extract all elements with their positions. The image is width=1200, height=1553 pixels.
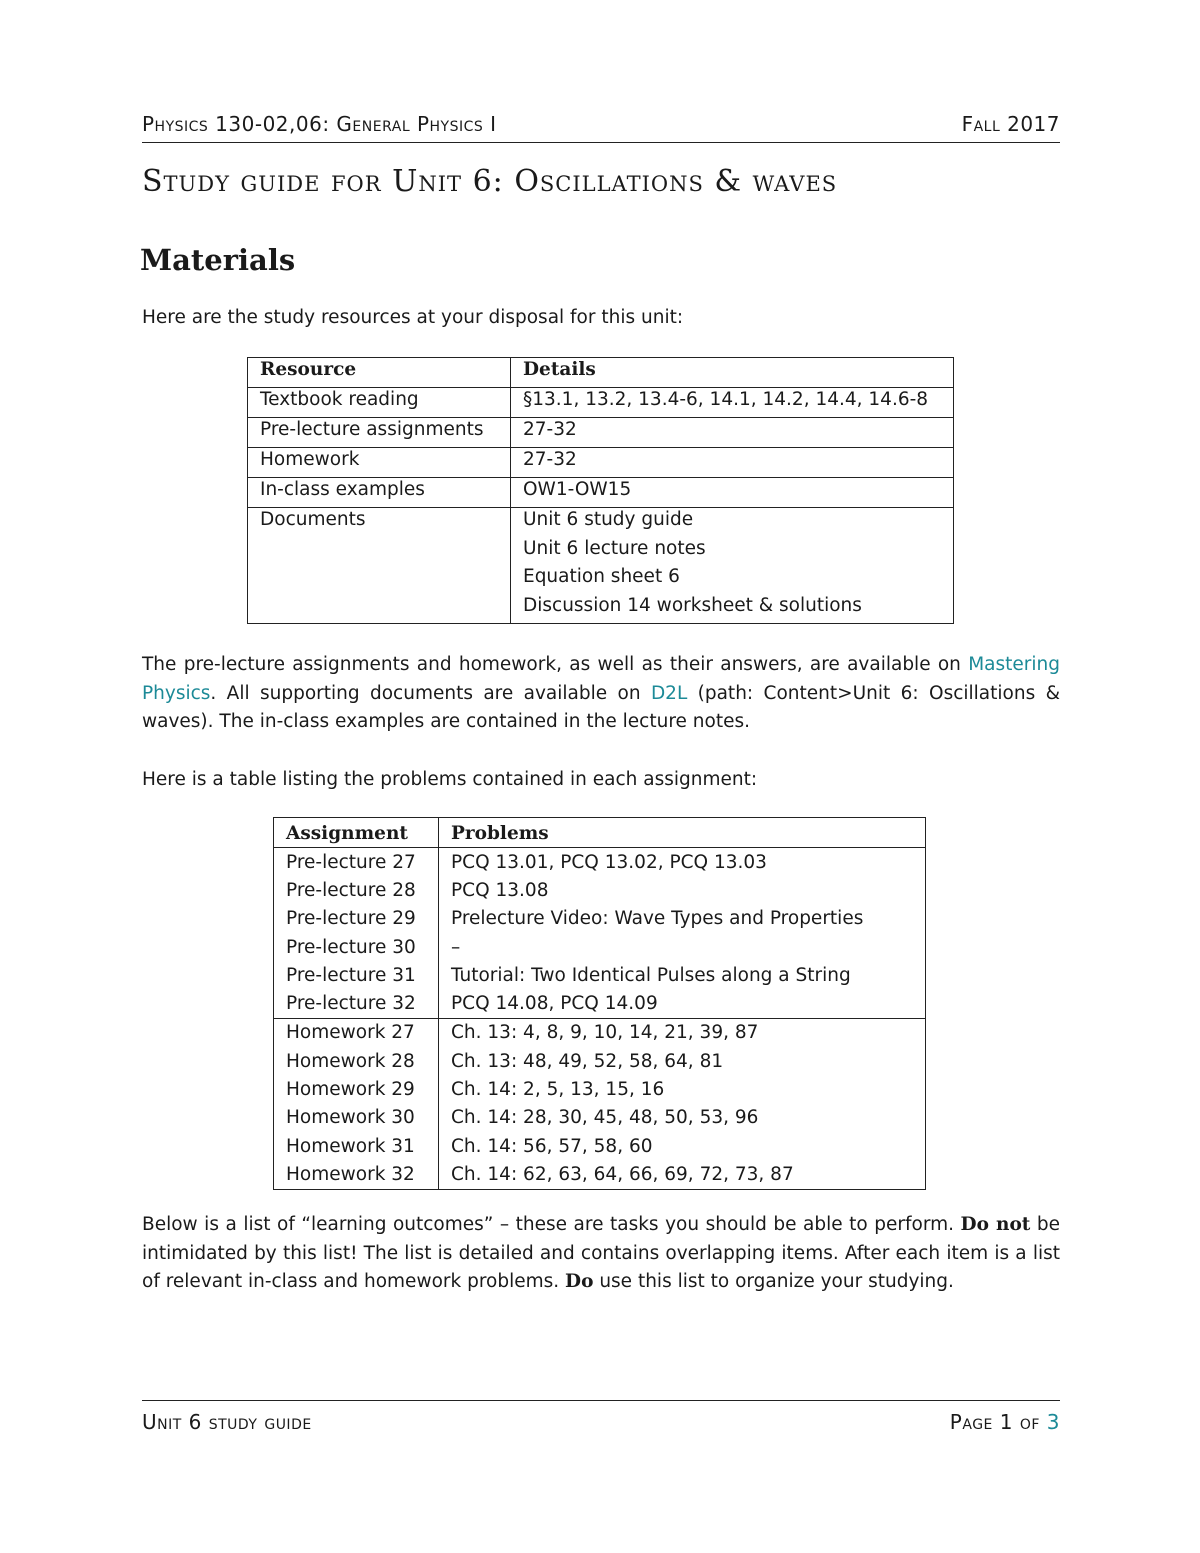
problems-cell: Ch. 14: 62, 63, 64, 66, 69, 72, 73, 87 [451, 1163, 794, 1185]
total-pages-link[interactable]: 3 [1046, 1410, 1060, 1434]
table-row [274, 848, 926, 877]
table-row [274, 1132, 926, 1160]
assignment-cell: Pre-lecture 30 [274, 933, 439, 961]
emphasis-do-not: Do not [960, 1214, 1031, 1235]
resources-table [247, 357, 954, 624]
table-row [248, 418, 954, 448]
details-cell: OW1-OW15 [511, 478, 954, 508]
table-row-documents [248, 508, 954, 624]
document-item: Equation sheet 6 [523, 566, 680, 587]
course-title: Physics 130-02,06: General Physics I [142, 112, 497, 136]
document-item: Unit 6 study guide [523, 509, 694, 530]
table-row [274, 1075, 926, 1103]
table-row [274, 905, 926, 933]
assignment-cell: Homework 29 [274, 1075, 439, 1103]
problems-cell: Ch. 13: 48, 49, 52, 58, 64, 81 [451, 1050, 724, 1072]
section-heading-materials: Materials [140, 243, 296, 277]
table-row [248, 478, 954, 508]
paragraph-text: (path: Content>Unit 6: Oscillations & waves). The in-class examples are contained in the lecture notes. [142, 682, 1061, 732]
problems-cell: Ch. 14: 28, 30, 45, 48, 50, 53, 96 [451, 1107, 759, 1129]
column-header-resource: Resource [248, 358, 511, 388]
details-cell: §13.1, 13.2, 13.4-6, 14.1, 14.2, 14.4, 14.6-8 [511, 388, 954, 418]
resource-cell: Pre-lecture assignments [248, 418, 511, 448]
documents-list [511, 508, 954, 624]
page-header [142, 112, 1060, 136]
details-cell: 27-32 [511, 418, 954, 448]
footer-rule [142, 1400, 1060, 1401]
table-row [274, 1104, 926, 1132]
assignment-cell: Pre-lecture 32 [274, 989, 439, 1018]
document-item: Discussion 14 worksheet & solutions [523, 594, 862, 616]
assignments-table [273, 817, 926, 1190]
paragraph-text: The pre-lecture assignments and homework, as well as their answers, are available on [142, 654, 969, 675]
table-row [274, 1160, 926, 1189]
learning-outcomes-paragraph [142, 1211, 1060, 1297]
paragraph-text: use this list to organize your studying. [593, 1271, 954, 1292]
resource-cell: In-class examples [248, 478, 511, 508]
table-row [274, 876, 926, 904]
assignment-cell: Homework 28 [274, 1047, 439, 1075]
table-intro-text: Here is a table listing the problems contained in each assignment: [142, 769, 758, 790]
emphasis-do: Do [565, 1271, 594, 1292]
column-header-problems: Problems [439, 818, 926, 848]
problems-cell: PCQ 14.08, PCQ 14.09 [451, 993, 658, 1015]
page-number [950, 1410, 1060, 1434]
assignment-cell: Homework 31 [274, 1132, 439, 1160]
assignment-cell: Pre-lecture 27 [274, 848, 439, 877]
document-title: Study guide for Unit 6: Oscillations & waves [142, 164, 838, 199]
table-row [274, 933, 926, 961]
page-prefix: Page 1 of [949, 1410, 1047, 1434]
resource-cell: Documents [248, 508, 511, 624]
table-row [274, 1047, 926, 1075]
resource-cell: Homework [248, 448, 511, 478]
paragraph-text: . All supporting documents are available on [210, 682, 651, 704]
term-label: Fall 2017 [961, 112, 1060, 136]
assignment-cell: Homework 27 [274, 1018, 439, 1047]
paragraph-text: Below is a list of “learning outcomes” – these are tasks you should be able to perform. [142, 1214, 961, 1235]
column-header-details: Details [511, 358, 954, 388]
mastering-physics-link[interactable]: Mastering Physics [142, 654, 1060, 704]
intro-text: Here are the study resources at your disposal for this unit: [142, 307, 684, 328]
problems-cell: PCQ 13.01, PCQ 13.02, PCQ 13.03 [451, 851, 767, 873]
availability-paragraph [142, 651, 1060, 737]
assignment-cell: Homework 30 [274, 1104, 439, 1132]
paragraph-text: be intimidated by this list! The list is detailed and contains overlapping items. After each item is a list of relevant in-class and homework problems. [142, 1214, 1060, 1292]
problems-cell: Tutorial: Two Identical Pulses along a String [451, 964, 851, 986]
assignments-header-row [274, 818, 926, 848]
document-item: Unit 6 lecture notes [523, 537, 706, 559]
table-row [274, 1018, 926, 1047]
problems-cell: Prelecture Video: Wave Types and Properties [451, 908, 864, 930]
table-row [274, 989, 926, 1018]
d2l-link[interactable]: D2L [650, 682, 688, 704]
problems-cell: Ch. 13: 4, 8, 9, 10, 14, 21, 39, 87 [439, 1018, 926, 1047]
assignment-cell: Pre-lecture 29 [274, 905, 439, 933]
page-footer [142, 1410, 1060, 1434]
resource-cell: Textbook reading [248, 388, 511, 418]
column-header-assignment: Assignment [274, 818, 439, 848]
resources-header-row [248, 358, 954, 388]
header-rule [142, 142, 1060, 143]
table-row [248, 388, 954, 418]
assignment-cell: Pre-lecture 28 [274, 876, 439, 904]
problems-cell: Ch. 14: 2, 5, 13, 15, 16 [451, 1079, 665, 1101]
details-cell: 27-32 [511, 448, 954, 478]
assignment-cell: Homework 32 [274, 1160, 439, 1189]
assignment-cell: Pre-lecture 31 [274, 961, 439, 989]
problems-cell: PCQ 13.08 [451, 879, 549, 901]
problems-cell: – [451, 936, 461, 958]
table-row [274, 961, 926, 989]
footer-label: Unit 6 study guide [142, 1410, 312, 1434]
table-row [248, 448, 954, 478]
problems-cell: Ch. 14: 56, 57, 58, 60 [451, 1135, 653, 1157]
